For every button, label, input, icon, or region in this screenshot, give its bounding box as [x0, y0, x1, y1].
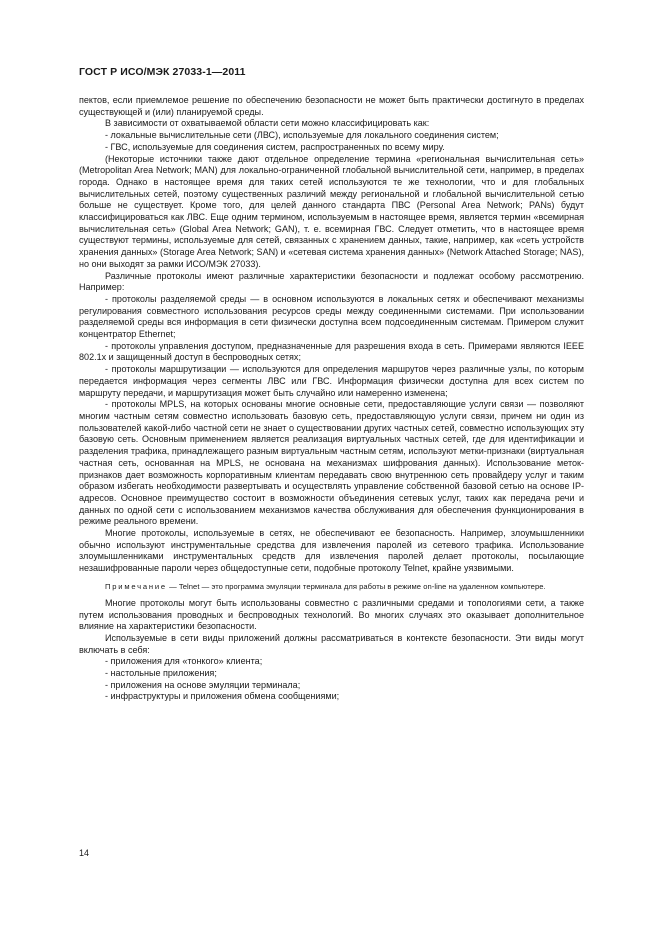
list-item: - протоколы MPLS, на которых основаны многие основные сети, предоставляющие услуги связи — позволяют многим частным сетям совместно использовать базовую сеть, предоставляющую услуги связи, причем ни один из пользователей какой-либо частной сети не знает о существовании других частных сетей, совместно использующих эту базовую сеть. Основным применением является реализация виртуальных частных сетей, где для идентификации и разделения трафика, принадлежащего разным виртуальным частным сетям, используют метки-признаки (виртуальная частная сеть, основанная на MPLS, не основана на механизмах шифрования данных). Использование меток-признаков дает возможность корпоративным клиентам передавать свою внутреннюю сеть провайдеру услуг и таким образом избегать необходимости развертывать и осуществлять управление собственной базовой сетью на основе IP-адресов. Основное преимущество состоит в возможности объединения сетевых услуг, таких как передача речи и данных по одной сети с использованием механизмов качества обслуживания для обеспечения функционирования в режиме реального времени. [79, 399, 584, 527]
paragraph: Используемые в сети виды приложений должны рассматриваться в контексте безопасности. Эти виды могут включать в себя: [79, 632, 584, 655]
list-item: - ГВС, используемые для соединения систем, распространенных по всему миру. [105, 141, 445, 152]
paragraph: Многие протоколы, используемые в сетях, не обеспечивают ее безопасность. Например, злоумышленники обычно используют инструментальные средства для извлечения паролей из сетевого трафика. Использование злоумышленниками инструментальных средств для извлечения паролей делает протоколы, посылающие незашифрованные пароли через общедоступные сети, подобные протоколу Telnet, крайне уязвимыми. [79, 528, 584, 574]
paragraph: (Некоторые источники также дают отдельное определение термина «региональная вычислительная сеть» (Metropolitan Area Network; MAN) для локально-ограниченной глобальной вычислительной сети, например, в пределах города. Однако в настоящее время для таких сетей используются те же технологии, что и для глобальных вычислительных сетей, поэтому существенных различий между региональной и глобальной вычислительной сетью больше не существует. Кроме того, для целей данного стандарта ПВС (Personal Area Network; PANs) будут классифицироваться как ЛВС. Еще одним термином, используемым в настоящее время, является термин «всемирная вычислительная сеть» (Global Area Network; GAN), т. е. всемирная ГВС. Следует отметить, что в настоящее время существуют термины, используемые для сетей, связанных с хранением данных, такие, например, как «сеть устройств хранения данных» (Storage Area Network; SAN) и «сетевая система хранения данных» (Network Attached Storage; NAS), но они выходят за рамки ИСО/МЭК 27033). [79, 153, 584, 269]
list-item: - приложения на основе эмуляции терминала; [105, 679, 301, 690]
document-header: ГОСТ Р ИСО/МЭК 27033-1—2011 [79, 66, 246, 78]
paragraph: В зависимости от охватываемой области сети можно классифицировать как: [105, 118, 430, 129]
page-number: 14 [79, 848, 90, 858]
list-item: - протоколы разделяемой среды — в основном используются в локальных сетях и обеспечивают механизмы регулирования совместного использования ресурсов среды между соединенными системами. При использовании разделяемой среды вся информация в сети физически доступна всем подсоединенным системам. Примером служит концентратор Ethernet; [79, 293, 584, 340]
note-text: — Telnet — это программа эмуляции терминала для работы в режиме on-line на удаленном компьютере. [166, 581, 546, 591]
list-item: - инфраструктуры и приложения обмена сообщениями; [105, 691, 340, 702]
list-item: - локальные вычислительные сети (ЛВС), используемые для локального соединения систем; [105, 130, 499, 141]
document-body [79, 95, 584, 703]
list-item: - настольные приложения; [105, 668, 217, 679]
list-item: - приложения для «тонкого» клиента; [105, 656, 263, 667]
list-item: - протоколы управления доступом, предназначенные для разрешения входа в сеть. Примерами являются IEEE 802.1x и защищенный доступ в беспроводных сетях; [79, 340, 584, 363]
list-item: - протоколы маршрутизации — используются для определения маршрутов через различные узлы, по которым передается информация через сегменты ЛВС или ГВС. Информация физически доступна для всех систем по маршруту передачи, и маршрутизация может быть случайно или намеренно изменена; [79, 364, 584, 398]
note-label: Примечание [105, 581, 167, 591]
paragraph: Различные протоколы имеют различные характеристики безопасности и подлежат особому рассмотрению. Например: [79, 270, 584, 293]
note [79, 581, 584, 592]
paragraph: Многие протоколы могут быть использованы совместно с различными средами и топологиями сети, а также путем использования проводных и беспроводных технологий. Во многих случаях это оказывает дополнительное влияние на характеристики безопасности. [79, 597, 584, 632]
paragraph: пектов, если приемлемое решение по обеспечению безопасности не может быть практически достигнуто в пределах существующей и (или) планируемой среды. [79, 95, 584, 117]
